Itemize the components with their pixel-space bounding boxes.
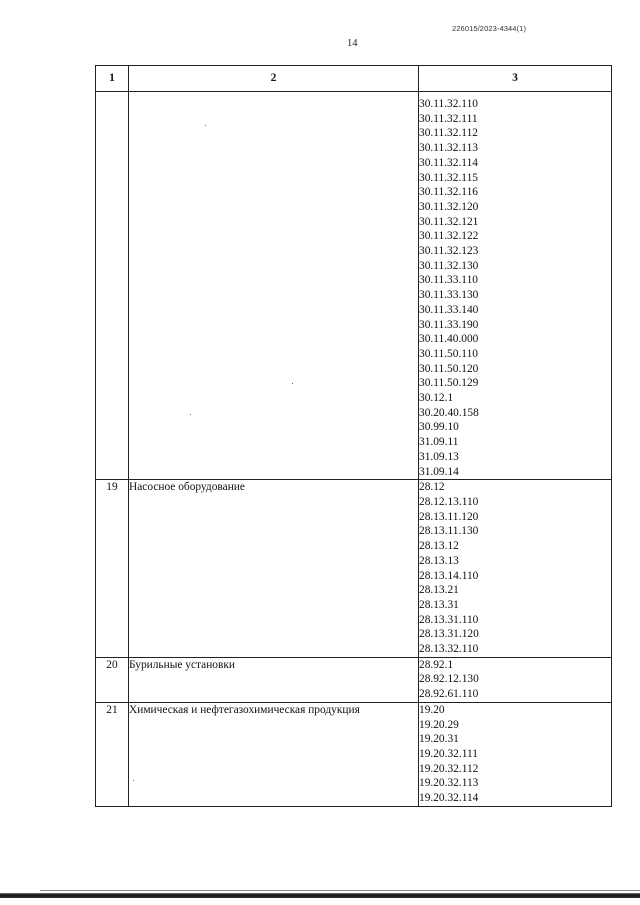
row-codes-cell [419,657,612,702]
scan-speck [292,383,293,384]
row-name: Химическая и нефтегазохимическая продукция [129,702,419,806]
classification-code: 28.92.61.110 [419,688,479,701]
classification-code: 30.11.32.116 [419,186,478,199]
classification-code: 28.92.12.130 [419,673,479,686]
scan-edge-bar [0,893,640,898]
row-name: Насосное оборудование [129,480,419,657]
codes-table [95,65,612,807]
classification-code: 28.12.13.110 [419,495,479,508]
classification-code: 19.20.29 [419,718,459,731]
classification-code: 30.11.32.110 [419,98,478,110]
classification-code: 30.12.1 [419,392,454,405]
classification-code: 30.20.40.158 [419,406,479,419]
classification-code: 19.20.32.114 [419,792,479,805]
code-list [419,658,611,702]
classification-code: 30.11.33.130 [419,289,479,302]
row-name-cell [129,92,419,480]
classification-code: 28.13.31.110 [419,613,479,626]
classification-code: 28.13.11.130 [419,525,479,538]
classification-code: 19.20.32.111 [419,747,478,760]
classification-code: 19.20.32.112 [419,762,479,775]
classification-code: 30.11.50.120 [419,362,479,375]
classification-code: 30.11.32.123 [419,245,479,258]
classification-code: 30.11.50.110 [419,347,478,360]
table-row-20 [96,657,612,702]
classification-code: 30.11.40.000 [419,333,479,346]
classification-code: 30.11.32.112 [419,127,478,140]
classification-code: 30.99.10 [419,421,459,434]
code-list [419,703,611,806]
column-header-number: 1 [96,66,129,92]
classification-code: 30.11.50.129 [419,377,479,390]
classification-code: 30.11.33.190 [419,318,479,331]
classification-code: 30.11.32.130 [419,259,479,272]
page-number: 14 [347,38,358,49]
classification-code: 28.92.1 [419,658,454,671]
row-codes-cell [419,702,612,806]
document-id-stamp: 226015/2023-4344(1) [452,24,527,33]
classification-code: 28.13.13 [419,554,459,567]
classification-code: 28.13.32.110 [419,643,479,656]
classification-code: 30.11.33.140 [419,303,479,316]
row-number: 19 [96,480,129,657]
classification-code: 28.13.14.110 [419,569,479,582]
row-number: 20 [96,657,129,702]
classification-code: 19.20.31 [419,733,459,746]
classification-code: 28.13.21 [419,584,459,597]
table-row-continuation [96,92,612,480]
classification-code: 28.12 [419,481,445,494]
table-row-21 [96,702,612,806]
classification-code: 28.13.31.120 [419,628,479,641]
classification-code: 30.11.32.120 [419,200,479,213]
classification-code: 28.13.11.120 [419,510,479,523]
row-codes-cell [419,92,612,480]
code-list [419,480,611,656]
row-number-cell [96,92,129,480]
classification-code: 30.11.32.114 [419,156,478,169]
classification-code: 30.11.33.110 [419,274,478,287]
table-row-19 [96,480,612,657]
classification-code: 30.11.32.121 [419,215,479,228]
classification-code: 31.09.14 [419,465,459,478]
classification-code: 30.11.32.115 [419,171,478,184]
code-list [419,97,611,479]
table-header-row [96,66,612,92]
classification-code: 30.11.32.111 [419,112,478,125]
classification-code: 31.09.13 [419,450,459,463]
classification-code: 28.13.31 [419,598,459,611]
row-number: 21 [96,702,129,806]
classification-code: 30.11.32.113 [419,142,478,155]
classification-code: 19.20.32.113 [419,777,479,790]
scan-speck [190,414,191,415]
scan-speck [205,125,206,126]
classification-code: 19.20 [419,703,445,716]
column-header-codes: 3 [419,66,612,92]
row-name: Бурильные установки [129,657,419,702]
scan-speck [133,780,134,781]
row-codes-cell [419,480,612,657]
classification-code: 30.11.32.122 [419,230,479,243]
scan-edge-line [40,890,640,891]
classification-code: 31.09.11 [419,436,459,449]
column-header-name: 2 [129,66,419,92]
classification-code: 28.13.12 [419,540,459,553]
